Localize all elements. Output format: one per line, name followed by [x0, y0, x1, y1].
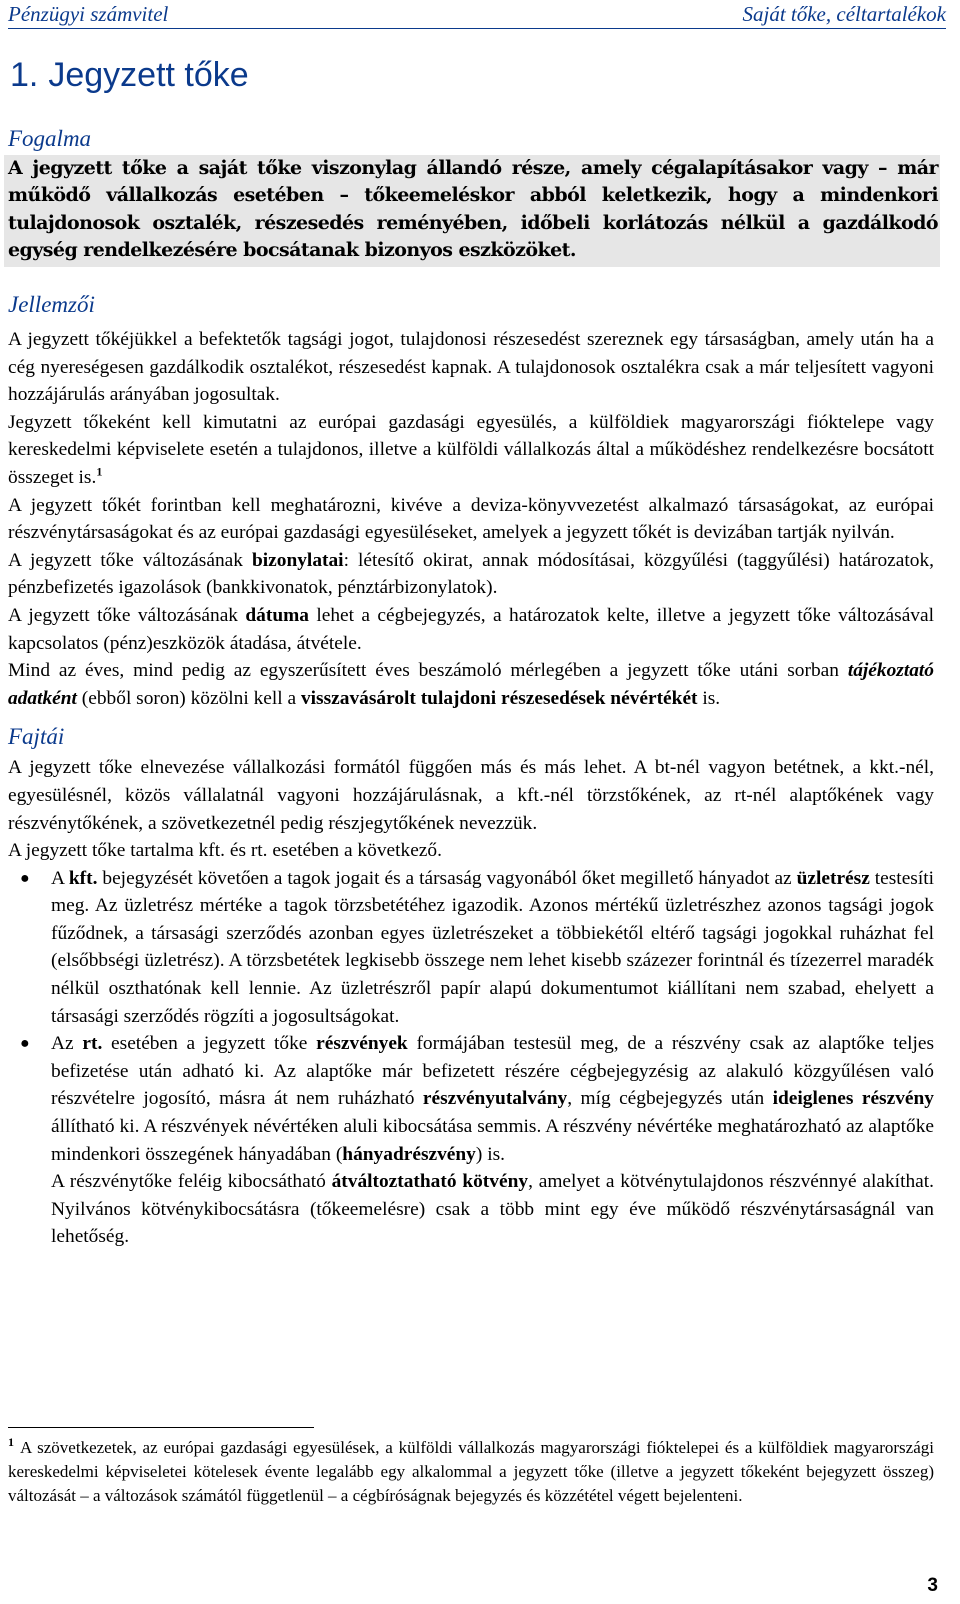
bold-term: ideiglenes részvény [772, 1088, 934, 1110]
paragraph [8, 1168, 934, 1251]
footnote-mark: 1 [8, 1435, 14, 1450]
bold-term: részvények [316, 1033, 408, 1055]
header-chapter-title: Saját tőke, céltartalékok [742, 2, 946, 26]
bold-term: visszavásárolt tulajdoni részesedések névértékét [300, 687, 698, 709]
text-run: A részvénytőke feléig kibocsátható [51, 1171, 332, 1193]
bold-term: rt. [82, 1033, 103, 1055]
main-text [8, 326, 934, 1251]
chapter-number: 1. [10, 56, 39, 94]
text-run: esetében a jegyzett tőke [102, 1033, 317, 1055]
bold-term: kft. [68, 867, 98, 889]
text-run: formájában testesül meg, de a részvény csak az alaptőke teljes befizetése után adható ki. Az alaptőke már befizetett részére cégbejegyzésig az alakuló közgyűlésen való részvételre jogosító, másra át nem ruházható [51, 1033, 934, 1110]
text-run: Mind az éves, mind pedig az egyszerűsített éves beszámoló mérlegében a jegyzett tőke utáni sorban [8, 660, 848, 682]
bullet-icon: ● [20, 1035, 30, 1053]
section-heading-jellemzoi: Jellemzői [8, 292, 95, 317]
text-run: Az [51, 1033, 83, 1055]
paragraph [8, 657, 934, 712]
text-run: lehet a cégbejegyzés, a határozatok kelte, illetve a jegyzett tőke változásával kapcsolatos (pénz)eszközök átadása, átvétele. [8, 604, 934, 654]
paragraph [8, 602, 934, 657]
bold-term: részvényutalvány [422, 1088, 568, 1110]
text-run: A jegyzett tőke változásának [8, 549, 252, 571]
text-run: bejegyzését követően a tagok jogait és a társaság vagyonából őket megillető hányadot az [97, 867, 797, 889]
text-run: állítható ki. A részvények névértéken aluli kibocsátása semmis. A részvény névértéke meghatározható az alaptőke mindenkori összegének hányadában ( [51, 1116, 934, 1165]
text-run: , míg cégbejegyzés után [567, 1088, 773, 1110]
paragraph: A jegyzett tőkéjükkel a befektetők tagsági jogot, tulajdonosi részesedést szereznek egy társaságban, amely után ha a cég nyereségesen gazdálkodik osztalékot, részesedést kapnak. A tulajdonosok osztalékra csak a már teljesített vagyoni hozzájárulás arányában jogosultak. [8, 329, 934, 406]
section-heading-fogalma: Fogalma [8, 126, 92, 151]
text-run: ) is. [475, 1143, 505, 1165]
list-item [8, 1030, 934, 1168]
paragraph [8, 409, 934, 492]
definition-box: A jegyzett tőke a saját tőke viszonylag állandó része, amely cégalapításakor vagy – már működő vállalkozás esetében – tőkeemeléskor abból keletkezik, hogy a mindenkori tulajdonosok osztalék, részesedés reményében, időbeli korlátozás nélkül a gazdálkodó egység rendelkezésére bocsátanak bizonyos eszközöket. [4, 155, 940, 267]
chapter-title: Jegyzett tőke [48, 56, 249, 94]
header-course-title: Pénzügyi számvitel [8, 2, 169, 26]
text-run: A [51, 867, 69, 889]
text-run: A jegyzett tőke változásának [8, 604, 246, 626]
bullet-icon: ● [20, 869, 30, 887]
footnote-separator [8, 1427, 314, 1428]
footnote-reference: 1 [96, 464, 103, 479]
chapter-heading [10, 52, 249, 98]
running-header [8, 0, 946, 29]
text-run: (ebből soron) közölni kell a [76, 687, 301, 709]
bold-term: átváltoztatható kötvény [331, 1171, 529, 1193]
bullet-list [8, 865, 934, 1169]
list-item [8, 865, 934, 1031]
bold-term: bizonylatai [251, 549, 344, 571]
paragraph: A jegyzett tőke tartalma kft. és rt. esetében a következő. [8, 840, 442, 862]
bold-italic-term: tájékoztató adatként [8, 660, 934, 709]
text-run: : létesítő okirat, annak módosításai, közgyűlési (taggyűlési) határozatok, pénzbefizetés igazolások (bankkivonatok, pénztárbizonylatok). [8, 549, 934, 599]
footnote [8, 1436, 934, 1508]
paragraph-text: Jegyzett tőkeként kell kimutatni az európai gazdasági egyesülés, a külföldiek magyarországi fióktelepe vagy kereskedelmi képviselete esetén a tulajdonos, illetve a külföldi vállalkozás által a működéshez rendelkezésre bocsátott összeget is. [8, 411, 934, 488]
text-run: , amelyet a kötvénytulajdonos részvénnyé alakíthat. Nyilvános kötvénykibocsátásra (tőkeemelésre) csak a több mint egy éve működő részvénytársaságnál van lehetőség. [51, 1171, 934, 1248]
page-number: 3 [927, 1575, 938, 1596]
text-run: is. [697, 687, 721, 709]
paragraph: A jegyzett tőke elnevezése vállalkozási formától függően más és más lehet. A bt-nél vagyon betétnek, a kkt.-nél, egyesülésnél, közös vállalatnál vagyoni hozzájárulásnak, a kft.-nél törzstőkének, az rt-nél alaptőkének vagy részvénytőkének, a szövetkezetnél pedig részjegytőkének nevezzük. [8, 757, 934, 834]
footnote-text: A szövetkezetek, az európai gazdasági egyesülések, a külföldi vállalkozás magyarországi fióktelepei és a külföldiek magyarországi kereskedelmi képviseletei kötelesek évente legalább egy alkalommal a jegyzett tőke (illetve a jegyzett tőkeként bejegyzett összeg) változását – a változások számától függetlenül – a cégbíróságnak bejegyzés és közzététel végett bejelenteni. [8, 1438, 934, 1505]
section-heading-fajtai: Fajtái [8, 724, 65, 750]
paragraph [8, 547, 934, 602]
bold-term: üzletrész [796, 867, 870, 889]
bold-term: dátuma [245, 604, 309, 626]
bold-term: hányadrészvény [342, 1143, 476, 1165]
paragraph: A jegyzett tőkét forintban kell meghatározni, kivéve a deviza-könyvvezetést alkalmazó társaságokat, az európai részvénytársaságokat és az európai gazdasági egyesüléseket, amelyek a jegyzett tőkét is devizában tartják nyilván. [8, 494, 934, 544]
text-run: testesíti meg. Az üzletrész mértéke a tagok törzsbetétéhez igazodik. Azonos mértékű üzletrészhez azonos tagsági jogok fűződnek, a társasági szerződés azonban egyes üzletrészeket a többiekétől eltérő tagsági jogokkal ruházhat fel (elsőbbségi üzletrész). A törzsbetétek legkisebb összege nem lehet kisebb százezer forintnál és tízezerrel maradék nélkül oszthatónak kell lennie. Az üzletrészről papír alapú dokumentumot kiállítani nem szabad, ehelyett a társasági szerződés rögzíti a jogosultságokat. [51, 867, 935, 1027]
